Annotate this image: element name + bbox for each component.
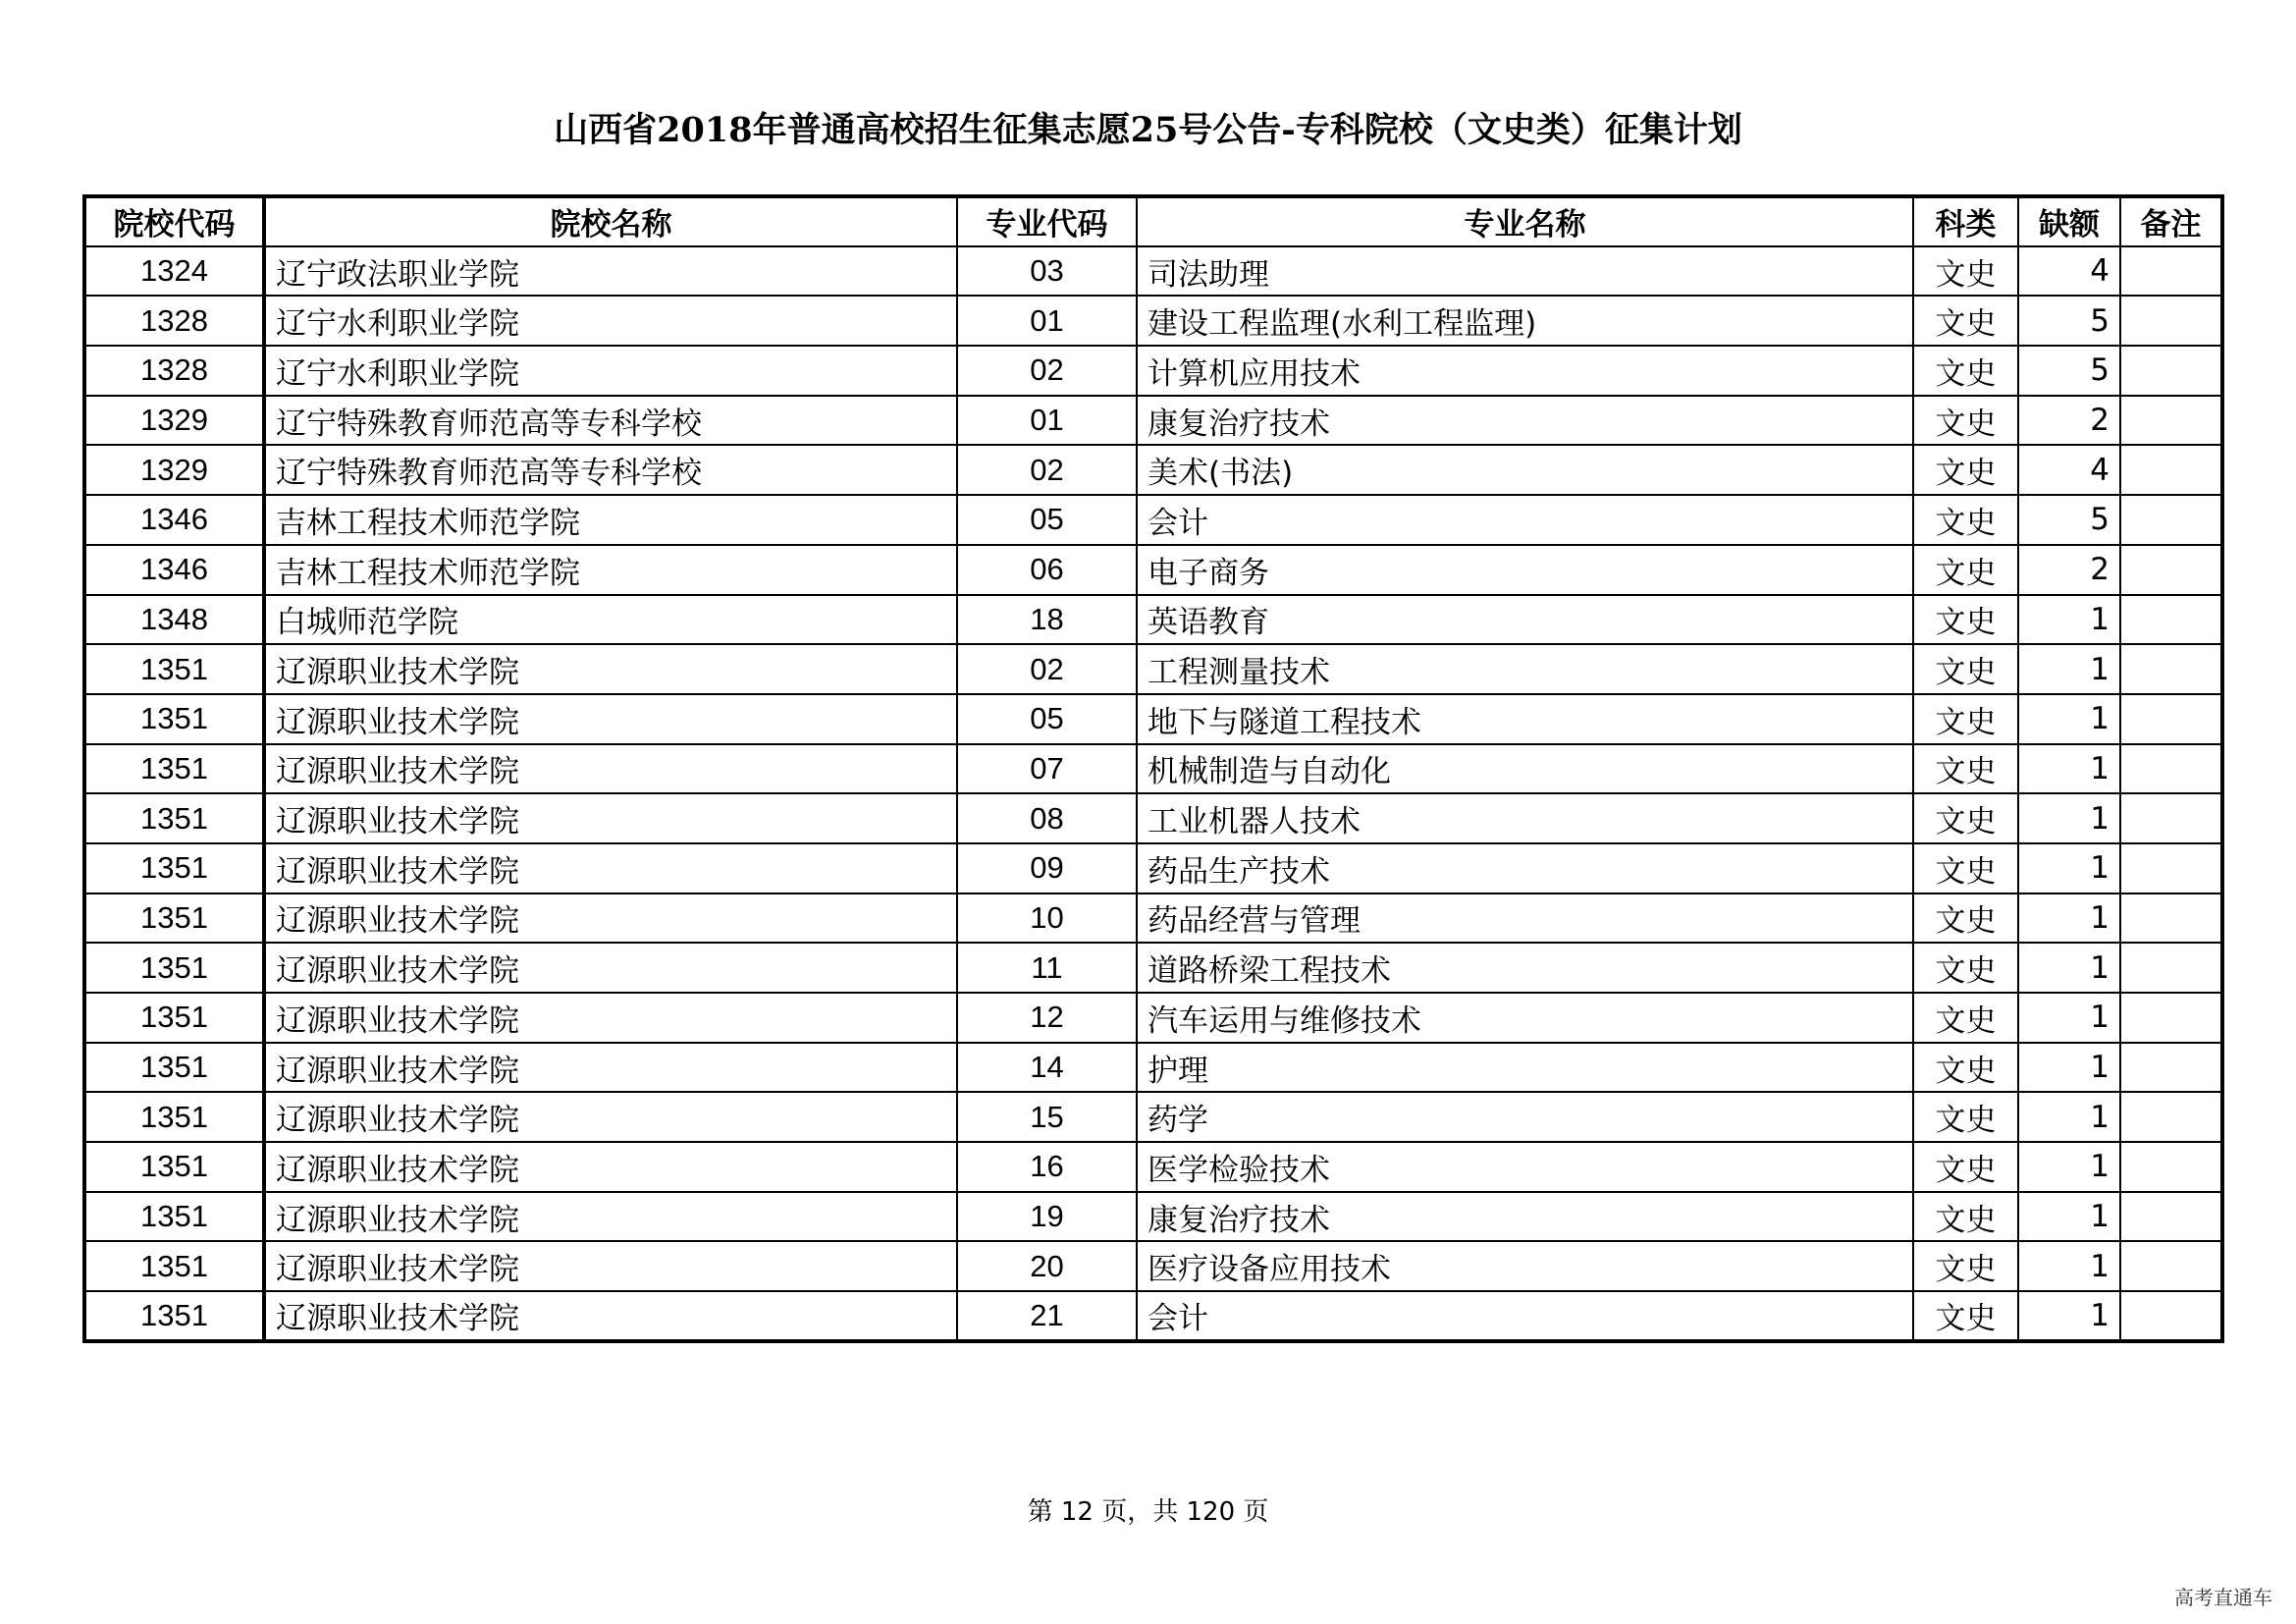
table-row (84, 744, 2222, 794)
cell-note (2120, 1192, 2222, 1242)
cell-major-code: 18 (957, 595, 1137, 645)
cell-major-name: 工业机器人技术 (1137, 793, 1913, 843)
cell-school-name: 辽源职业技术学院 (264, 843, 957, 893)
cell-category: 文史 (1913, 495, 2018, 545)
cell-vacancy: 4 (2018, 445, 2120, 495)
cell-category: 文史 (1913, 545, 2018, 595)
cell-note (2120, 595, 2222, 645)
cell-category: 文史 (1913, 993, 2018, 1043)
cell-school-code: 1329 (84, 445, 264, 495)
table-row (84, 694, 2222, 744)
cell-note (2120, 993, 2222, 1043)
cell-note (2120, 1142, 2222, 1192)
cell-category: 文史 (1913, 744, 2018, 794)
cell-school-code: 1351 (84, 843, 264, 893)
cell-school-code: 1328 (84, 296, 264, 346)
cell-school-name: 辽宁政法职业学院 (264, 246, 957, 297)
table-row (84, 1291, 2222, 1341)
cell-major-code: 08 (957, 793, 1137, 843)
cell-school-name: 吉林工程技术师范学院 (264, 545, 957, 595)
cell-school-code: 1351 (84, 1241, 264, 1291)
cell-major-code: 05 (957, 694, 1137, 744)
cell-note (2120, 1241, 2222, 1291)
table-row (84, 396, 2222, 446)
cell-category: 文史 (1913, 595, 2018, 645)
cell-category: 文史 (1913, 396, 2018, 446)
cell-vacancy: 2 (2018, 545, 2120, 595)
table-row (84, 843, 2222, 893)
cell-school-name: 辽源职业技术学院 (264, 1241, 957, 1291)
cell-category: 文史 (1913, 694, 2018, 744)
cell-vacancy: 1 (2018, 893, 2120, 944)
cell-school-name: 辽源职业技术学院 (264, 644, 957, 694)
table-row (84, 296, 2222, 346)
cell-note (2120, 296, 2222, 346)
cell-category: 文史 (1913, 346, 2018, 396)
page-title: 山西省2018年普通高校招生征集志愿25号公告-专科院校（文史类）征集计划 (554, 110, 1742, 150)
cell-school-code: 1346 (84, 545, 264, 595)
cell-vacancy: 5 (2018, 346, 2120, 396)
cell-major-name: 道路桥梁工程技术 (1137, 943, 1913, 993)
cell-major-name: 医疗设备应用技术 (1137, 1241, 1913, 1291)
cell-major-name: 康复治疗技术 (1137, 1192, 1913, 1242)
watermark: 高考直通车 (2174, 1586, 2272, 1609)
cell-vacancy: 1 (2018, 644, 2120, 694)
cell-category: 文史 (1913, 893, 2018, 944)
table-row (84, 495, 2222, 545)
cell-school-name: 辽宁特殊教育师范高等专科学校 (264, 396, 957, 446)
cell-school-code: 1328 (84, 346, 264, 396)
cell-major-name: 机械制造与自动化 (1137, 744, 1913, 794)
cell-note (2120, 893, 2222, 944)
cell-major-code: 01 (957, 396, 1137, 446)
cell-vacancy: 1 (2018, 595, 2120, 645)
table-row (84, 1142, 2222, 1192)
cell-vacancy: 5 (2018, 296, 2120, 346)
cell-major-name: 计算机应用技术 (1137, 346, 1913, 396)
cell-vacancy: 1 (2018, 993, 2120, 1043)
cell-school-name: 辽源职业技术学院 (264, 1043, 957, 1093)
cell-category: 文史 (1913, 1241, 2018, 1291)
cell-school-code: 1351 (84, 644, 264, 694)
cell-school-code: 1351 (84, 1092, 264, 1142)
cell-vacancy: 1 (2018, 1291, 2120, 1341)
cell-major-code: 15 (957, 1092, 1137, 1142)
table-row (84, 445, 2222, 495)
cell-school-name: 辽源职业技术学院 (264, 1192, 957, 1242)
cell-major-code: 20 (957, 1241, 1137, 1291)
header-note: 备注 (2120, 196, 2222, 246)
cell-major-code: 07 (957, 744, 1137, 794)
cell-note (2120, 644, 2222, 694)
cell-school-name: 辽宁水利职业学院 (264, 346, 957, 396)
cell-major-code: 06 (957, 545, 1137, 595)
header-school-name: 院校名称 (264, 196, 957, 246)
table-row (84, 595, 2222, 645)
cell-major-code: 01 (957, 296, 1137, 346)
cell-major-name: 康复治疗技术 (1137, 396, 1913, 446)
cell-major-name: 护理 (1137, 1043, 1913, 1093)
header-major-code: 专业代码 (957, 196, 1137, 246)
cell-school-code: 1351 (84, 993, 264, 1043)
cell-school-name: 辽源职业技术学院 (264, 1092, 957, 1142)
cell-category: 文史 (1913, 1043, 2018, 1093)
table-row (84, 1092, 2222, 1142)
cell-major-code: 09 (957, 843, 1137, 893)
cell-major-code: 02 (957, 445, 1137, 495)
cell-major-name: 工程测量技术 (1137, 644, 1913, 694)
cell-major-code: 05 (957, 495, 1137, 545)
cell-vacancy: 2 (2018, 396, 2120, 446)
cell-category: 文史 (1913, 445, 2018, 495)
cell-major-name: 建设工程监理(水利工程监理) (1137, 296, 1913, 346)
table-body (84, 246, 2222, 1341)
table-row (84, 644, 2222, 694)
cell-school-code: 1351 (84, 893, 264, 944)
cell-note (2120, 744, 2222, 794)
cell-vacancy: 1 (2018, 1142, 2120, 1192)
header-major-name: 专业名称 (1137, 196, 1913, 246)
header-row (84, 196, 2222, 246)
cell-major-code: 16 (957, 1142, 1137, 1192)
cell-category: 文史 (1913, 296, 2018, 346)
cell-vacancy: 4 (2018, 246, 2120, 297)
cell-major-name: 电子商务 (1137, 545, 1913, 595)
cell-vacancy: 5 (2018, 495, 2120, 545)
cell-major-name: 医学检验技术 (1137, 1142, 1913, 1192)
cell-school-code: 1329 (84, 396, 264, 446)
cell-note (2120, 843, 2222, 893)
header-school-code: 院校代码 (84, 196, 264, 246)
cell-category: 文史 (1913, 1092, 2018, 1142)
enrollment-plan-table (82, 194, 2224, 1343)
cell-major-code: 19 (957, 1192, 1137, 1242)
cell-school-name: 辽源职业技术学院 (264, 1291, 957, 1341)
cell-category: 文史 (1913, 1291, 2018, 1341)
table-row (84, 943, 2222, 993)
cell-school-code: 1351 (84, 1043, 264, 1093)
cell-school-code: 1351 (84, 1291, 264, 1341)
cell-vacancy: 1 (2018, 843, 2120, 893)
cell-major-name: 汽车运用与维修技术 (1137, 993, 1913, 1043)
cell-school-name: 辽源职业技术学院 (264, 1142, 957, 1192)
cell-vacancy: 1 (2018, 1043, 2120, 1093)
cell-major-code: 03 (957, 246, 1137, 297)
cell-vacancy: 1 (2018, 1092, 2120, 1142)
cell-school-code: 1346 (84, 495, 264, 545)
cell-major-name: 会计 (1137, 495, 1913, 545)
table-row (84, 346, 2222, 396)
cell-major-code: 11 (957, 943, 1137, 993)
cell-category: 文史 (1913, 943, 2018, 993)
cell-major-name: 美术(书法) (1137, 445, 1913, 495)
cell-note (2120, 943, 2222, 993)
cell-major-name: 药品经营与管理 (1137, 893, 1913, 944)
cell-school-name: 白城师范学院 (264, 595, 957, 645)
table-row (84, 1241, 2222, 1291)
table-row (84, 993, 2222, 1043)
cell-vacancy: 1 (2018, 793, 2120, 843)
cell-category: 文史 (1913, 1142, 2018, 1192)
cell-vacancy: 1 (2018, 744, 2120, 794)
cell-major-name: 会计 (1137, 1291, 1913, 1341)
cell-school-code: 1351 (84, 943, 264, 993)
cell-note (2120, 396, 2222, 446)
cell-note (2120, 1092, 2222, 1142)
cell-note (2120, 694, 2222, 744)
cell-major-code: 10 (957, 893, 1137, 944)
table-row (84, 793, 2222, 843)
cell-school-name: 辽源职业技术学院 (264, 943, 957, 993)
header-category: 科类 (1913, 196, 2018, 246)
cell-school-code: 1348 (84, 595, 264, 645)
cell-major-name: 地下与隧道工程技术 (1137, 694, 1913, 744)
cell-note (2120, 793, 2222, 843)
cell-note (2120, 1291, 2222, 1341)
cell-note (2120, 1043, 2222, 1093)
cell-category: 文史 (1913, 1192, 2018, 1242)
cell-school-name: 辽宁特殊教育师范高等专科学校 (264, 445, 957, 495)
cell-major-name: 英语教育 (1137, 595, 1913, 645)
cell-category: 文史 (1913, 644, 2018, 694)
cell-category: 文史 (1913, 793, 2018, 843)
cell-school-name: 辽源职业技术学院 (264, 694, 957, 744)
table-row (84, 893, 2222, 944)
cell-school-name: 辽宁水利职业学院 (264, 296, 957, 346)
cell-school-name: 辽源职业技术学院 (264, 993, 957, 1043)
cell-school-name: 辽源职业技术学院 (264, 893, 957, 944)
cell-note (2120, 445, 2222, 495)
cell-school-code: 1351 (84, 1142, 264, 1192)
cell-major-name: 药学 (1137, 1092, 1913, 1142)
cell-school-name: 吉林工程技术师范学院 (264, 495, 957, 545)
cell-major-code: 14 (957, 1043, 1137, 1093)
cell-vacancy: 1 (2018, 943, 2120, 993)
cell-note (2120, 495, 2222, 545)
cell-school-name: 辽源职业技术学院 (264, 793, 957, 843)
cell-school-code: 1351 (84, 744, 264, 794)
cell-major-name: 司法助理 (1137, 246, 1913, 297)
cell-category: 文史 (1913, 246, 2018, 297)
cell-major-code: 02 (957, 346, 1137, 396)
table-row (84, 1192, 2222, 1242)
cell-major-code: 21 (957, 1291, 1137, 1341)
cell-note (2120, 246, 2222, 297)
table-row (84, 1043, 2222, 1093)
cell-school-name: 辽源职业技术学院 (264, 744, 957, 794)
cell-note (2120, 346, 2222, 396)
table-row (84, 545, 2222, 595)
cell-school-code: 1351 (84, 793, 264, 843)
page-footer: 第 12 页，共 120 页 (1027, 1497, 1269, 1527)
cell-category: 文史 (1913, 843, 2018, 893)
cell-major-code: 12 (957, 993, 1137, 1043)
cell-vacancy: 1 (2018, 1192, 2120, 1242)
header-vacancy: 缺额 (2018, 196, 2120, 246)
cell-vacancy: 1 (2018, 1241, 2120, 1291)
cell-major-name: 药品生产技术 (1137, 843, 1913, 893)
cell-school-code: 1351 (84, 1192, 264, 1242)
cell-school-code: 1351 (84, 694, 264, 744)
cell-vacancy: 1 (2018, 694, 2120, 744)
cell-major-code: 02 (957, 644, 1137, 694)
cell-note (2120, 545, 2222, 595)
cell-school-code: 1324 (84, 246, 264, 297)
table-row (84, 246, 2222, 297)
